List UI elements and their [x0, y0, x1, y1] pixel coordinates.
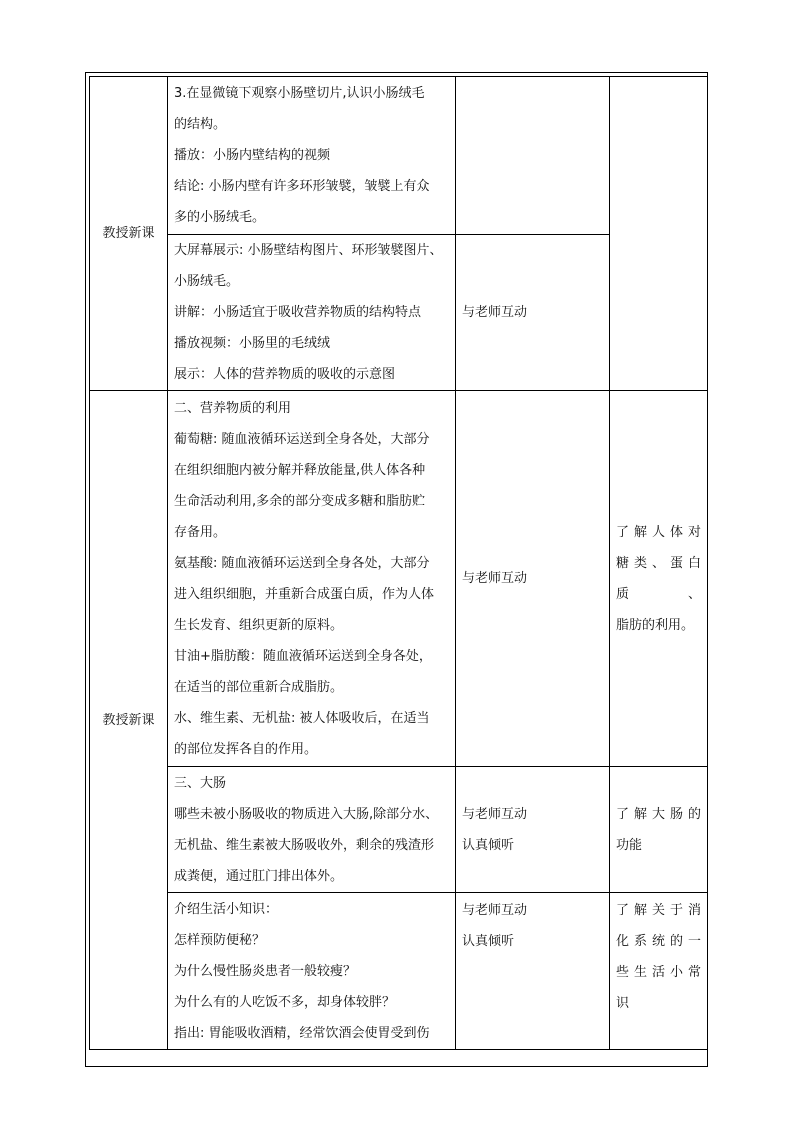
content-line: 存备用。 — [174, 524, 227, 540]
table-row — [90, 391, 708, 767]
activity-line: 与老师互动 — [462, 806, 528, 822]
content-cell — [168, 235, 456, 391]
goal-line: 了解大肠的 — [616, 806, 701, 822]
goal-cell — [610, 391, 708, 767]
goal-line: 识 — [616, 996, 630, 1011]
content-line: 为什么有的人吃饭不多，却身体较胖？ — [174, 994, 396, 1010]
goal-cell — [610, 893, 708, 1050]
activity-line: 认真倾听 — [462, 837, 515, 853]
goal-line: 脂肪的利用。 — [616, 617, 695, 633]
content-line: 多的小肠绒毛。 — [174, 210, 266, 225]
stage-cell — [90, 391, 168, 1050]
content-line: 生命活动利用,多余的部分变成多糖和脂肪贮 — [174, 493, 426, 509]
activity-cell — [456, 767, 610, 893]
goal-line: 了解关于消 — [616, 903, 701, 918]
content-line: 大屏幕展示: 小肠壁结构图片、环形皱襞图片、 — [174, 243, 443, 258]
goal-line: 功能 — [616, 837, 643, 853]
content-line: 哪些未被小肠吸收的物质进入大肠,除部分水、 — [174, 806, 439, 822]
activity-cell — [456, 235, 610, 391]
content-line: 为什么慢性肠炎患者一般较瘦？ — [174, 963, 357, 979]
content-line: 在组织细胞内被分解并释放能量,供人体各种 — [174, 462, 426, 478]
activity-line: 与老师互动 — [462, 305, 528, 320]
content-line: 水、维生素、无机盐: 被人体吸收后，在适当 — [174, 710, 430, 726]
content-cell — [168, 391, 456, 767]
goal-line: 化系统的一 — [616, 934, 701, 949]
activity-cell — [456, 391, 610, 767]
table-row — [90, 893, 708, 1050]
table-row — [90, 767, 708, 893]
content-cell — [168, 77, 456, 235]
content-line: 甘油+脂肪酸：随血液循环运送到全身各处， — [174, 648, 432, 664]
content-line: 生长发育、组织更新的原料。 — [174, 617, 344, 633]
stage-label: 教授新课 — [102, 712, 155, 728]
goal-cell — [610, 77, 708, 391]
content-line: 葡萄糖: 随血液循环运送到全身各处，大部分 — [174, 431, 430, 447]
content-line: 进入组织细胞，并重新合成蛋白质，作为人体 — [174, 586, 435, 602]
content-line: 氨基酸: 随血液循环运送到全身各处，大部分 — [174, 555, 430, 571]
content-cell — [168, 767, 456, 893]
content-line: 在适当的部位重新合成脂肪。 — [174, 679, 344, 695]
content-line: 讲解：小肠适宜于吸收营养物质的结构特点 — [174, 305, 422, 320]
content-line: 播放：小肠内壁结构的视频 — [174, 148, 331, 163]
content-line: 怎样预防便秘？ — [174, 932, 266, 948]
content-line: 的部位发挥各自的作用。 — [174, 741, 318, 757]
table-row — [90, 77, 708, 235]
content-line: 三、大肠 — [174, 775, 227, 791]
goal-cell — [610, 767, 708, 893]
stage-label: 教授新课 — [102, 226, 155, 241]
content-line: 指出: 胃能吸收酒精，经常饮酒会使胃受到伤 — [174, 1025, 430, 1041]
activity-cell — [456, 893, 610, 1050]
activity-line: 认真倾听 — [462, 934, 515, 949]
content-line: 3.在显微镜下观察小肠壁切片,认识小肠绒毛 — [174, 86, 425, 101]
content-line: 介绍生活小知识： — [174, 901, 279, 917]
goal-line: 些生活小常 — [616, 965, 701, 980]
content-line: 二、营养物质的利用 — [174, 400, 292, 416]
activity-line: 与老师互动 — [462, 571, 528, 586]
stage-cell — [90, 77, 168, 391]
goal-line: 了解人体对 — [616, 524, 701, 540]
lesson-plan-table — [89, 76, 708, 1050]
activity-line: 与老师互动 — [462, 903, 528, 918]
activity-cell — [456, 77, 610, 235]
content-line: 的结构。 — [174, 117, 227, 132]
content-cell — [168, 893, 456, 1050]
content-line: 小肠绒毛。 — [174, 274, 240, 289]
content-line: 成粪便，通过肛门排出体外。 — [174, 868, 344, 884]
content-line: 结论: 小肠内壁有许多环形皱襞，皱襞上有众 — [174, 179, 430, 194]
content-line: 无机盐、维生素被大肠吸收外，剩余的残渣形 — [174, 837, 435, 853]
content-line: 播放视频：小肠里的毛绒绒 — [174, 336, 331, 351]
goal-line: 糖类、蛋白质、 — [616, 555, 701, 602]
content-line: 展示：人体的营养物质的吸收的示意图 — [174, 367, 396, 382]
